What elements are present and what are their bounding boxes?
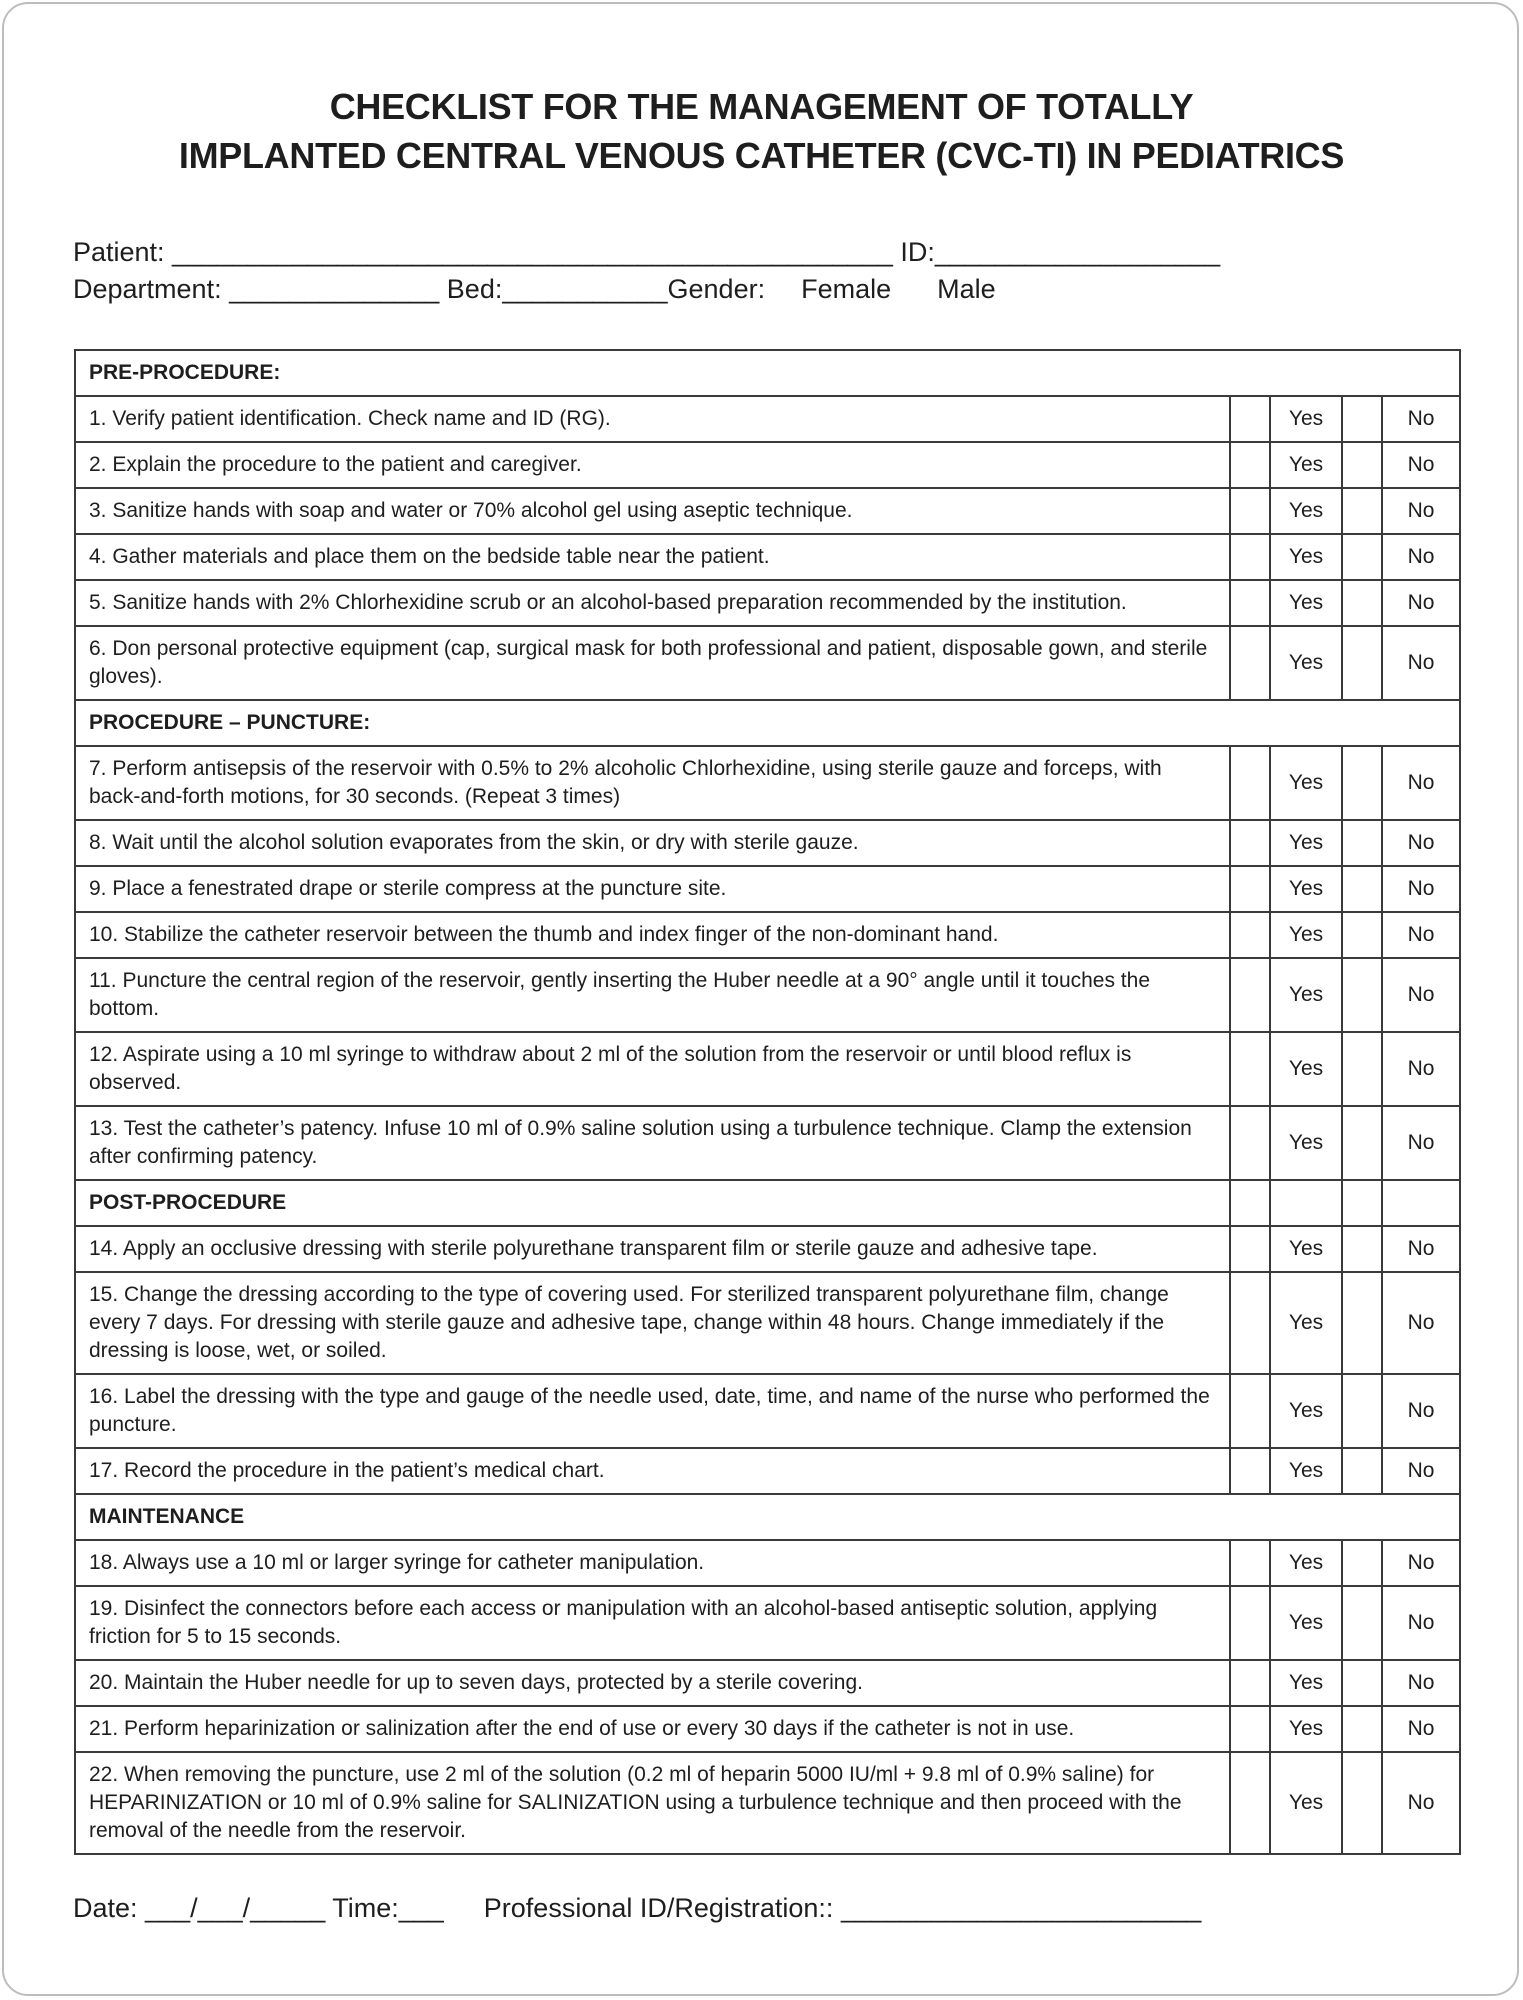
empty-cell (1270, 1180, 1342, 1226)
yes-label: Yes (1270, 1706, 1342, 1752)
checklist-row (75, 1226, 1460, 1272)
yes-label: Yes (1270, 488, 1342, 534)
title-line-2: IMPLANTED CENTRAL VENOUS CATHETER (CVC-TI) IN PEDIATRICS (178, 135, 1345, 176)
no-checkbox[interactable] (1342, 534, 1382, 580)
no-label: No (1382, 1586, 1460, 1660)
title-line-1: CHECKLIST FOR THE MANAGEMENT OF TOTALLY (329, 86, 1194, 127)
no-checkbox[interactable] (1342, 912, 1382, 958)
checklist-row (75, 396, 1460, 442)
no-checkbox[interactable] (1342, 626, 1382, 700)
item-text: 1. Verify patient identification. Check name and ID (RG). (75, 396, 1230, 442)
no-checkbox[interactable] (1342, 396, 1382, 442)
no-label: No (1382, 580, 1460, 626)
empty-cell (1230, 1180, 1270, 1226)
checklist-row (75, 626, 1460, 700)
item-text: 12. Aspirate using a 10 ml syringe to withdraw about 2 ml of the solution from the reservoir or until blood reflux is observed. (75, 1032, 1230, 1106)
item-text: 7. Perform antisepsis of the reservoir with 0.5% to 2% alcoholic Chlorhexidine, using sterile gauze and forceps, with back-and-forth motions, for 30 seconds. (Repeat 3 times) (75, 746, 1230, 820)
checklist-table (74, 349, 1461, 1855)
no-checkbox[interactable] (1342, 1226, 1382, 1272)
item-text: 22. When removing the puncture, use 2 ml of the solution (0.2 ml of heparin 5000 IU/ml + 9.8 ml of 0.9% saline) for HEPARINIZATION or 10 ml of 0.9% saline for SALINIZATION using a turbulence technique and then proceed with the removal of the needle from the reservoir. (75, 1752, 1230, 1854)
no-label: No (1382, 396, 1460, 442)
yes-checkbox[interactable] (1230, 442, 1270, 488)
no-checkbox[interactable] (1342, 488, 1382, 534)
no-checkbox[interactable] (1342, 866, 1382, 912)
no-checkbox[interactable] (1342, 1540, 1382, 1586)
no-checkbox[interactable] (1342, 746, 1382, 820)
checklist-row (75, 1752, 1460, 1854)
section-title: POST-PROCEDURE (75, 1180, 1230, 1226)
yes-checkbox[interactable] (1230, 1660, 1270, 1706)
professional-id-field[interactable]: Professional ID/Registration:: ________________________ (483, 1893, 1202, 1923)
no-checkbox[interactable] (1342, 1752, 1382, 1854)
no-label: No (1382, 442, 1460, 488)
yes-checkbox[interactable] (1230, 1540, 1270, 1586)
department-bed-field[interactable]: Department: ______________ Bed:___________Gender: (73, 274, 766, 304)
yes-checkbox[interactable] (1230, 580, 1270, 626)
gender-male-option[interactable]: Male (937, 274, 996, 304)
yes-checkbox[interactable] (1230, 912, 1270, 958)
no-checkbox[interactable] (1342, 1272, 1382, 1374)
yes-label: Yes (1270, 534, 1342, 580)
checklist-row (75, 1374, 1460, 1448)
no-checkbox[interactable] (1342, 958, 1382, 1032)
no-checkbox[interactable] (1342, 1586, 1382, 1660)
yes-label: Yes (1270, 1226, 1342, 1272)
yes-checkbox[interactable] (1230, 1374, 1270, 1448)
no-label: No (1382, 1706, 1460, 1752)
yes-checkbox[interactable] (1230, 866, 1270, 912)
yes-checkbox[interactable] (1230, 1106, 1270, 1180)
no-checkbox[interactable] (1342, 442, 1382, 488)
item-text: 16. Label the dressing with the type and gauge of the needle used, date, time, and name of the nurse who performed the puncture. (75, 1374, 1230, 1448)
yes-label: Yes (1270, 1540, 1342, 1586)
no-checkbox[interactable] (1342, 580, 1382, 626)
yes-label: Yes (1270, 820, 1342, 866)
yes-checkbox[interactable] (1230, 1586, 1270, 1660)
no-label: No (1382, 488, 1460, 534)
yes-checkbox[interactable] (1230, 1752, 1270, 1854)
yes-checkbox[interactable] (1230, 820, 1270, 866)
section-title: MAINTENANCE (75, 1494, 1460, 1540)
checklist-row (75, 958, 1460, 1032)
item-text: 11. Puncture the central region of the reservoir, gently inserting the Huber needle at a 90° angle until it touches the bottom. (75, 958, 1230, 1032)
yes-checkbox[interactable] (1230, 1032, 1270, 1106)
checklist-row (75, 866, 1460, 912)
checklist-row (75, 1586, 1460, 1660)
date-time-field[interactable]: Date: ___/___/_____ Time:___ (73, 1893, 444, 1923)
section-title: PROCEDURE – PUNCTURE: (75, 700, 1460, 746)
item-text: 4. Gather materials and place them on the bedside table near the patient. (75, 534, 1230, 580)
patient-id-field[interactable]: Patient: ________________________________________________ ID:___________________ (73, 237, 1221, 267)
item-text: 2. Explain the procedure to the patient and caregiver. (75, 442, 1230, 488)
checklist-row (75, 1706, 1460, 1752)
yes-label: Yes (1270, 1448, 1342, 1494)
checklist-row (75, 1032, 1460, 1106)
empty-cell (1342, 1180, 1382, 1226)
no-checkbox[interactable] (1342, 1706, 1382, 1752)
yes-label: Yes (1270, 1752, 1342, 1854)
no-label: No (1382, 1752, 1460, 1854)
footer-line (73, 1893, 1201, 1924)
no-label: No (1382, 820, 1460, 866)
no-label: No (1382, 1032, 1460, 1106)
no-label: No (1382, 1106, 1460, 1180)
checklist-row (75, 488, 1460, 534)
checklist-row (75, 1272, 1460, 1374)
item-text: 17. Record the procedure in the patient’s medical chart. (75, 1448, 1230, 1494)
section-header-row (75, 700, 1460, 746)
yes-label: Yes (1270, 1106, 1342, 1180)
no-label: No (1382, 1226, 1460, 1272)
yes-checkbox[interactable] (1230, 1226, 1270, 1272)
yes-checkbox[interactable] (1230, 534, 1270, 580)
yes-label: Yes (1270, 1660, 1342, 1706)
item-text: 20. Maintain the Huber needle for up to seven days, protected by a sterile covering. (75, 1660, 1230, 1706)
yes-checkbox[interactable] (1230, 396, 1270, 442)
no-label: No (1382, 866, 1460, 912)
empty-cell (1382, 1180, 1460, 1226)
item-text: 6. Don personal protective equipment (cap, surgical mask for both professional and patient, disposable gown, and sterile gloves). (75, 626, 1230, 700)
no-checkbox[interactable] (1342, 1032, 1382, 1106)
item-text: 19. Disinfect the connectors before each access or manipulation with an alcohol-based antiseptic solution, applying friction for 5 to 15 seconds. (75, 1586, 1230, 1660)
item-text: 10. Stabilize the catheter reservoir between the thumb and index finger of the non-dominant hand. (75, 912, 1230, 958)
no-label: No (1382, 958, 1460, 1032)
section-header-row (75, 1180, 1460, 1226)
yes-checkbox[interactable] (1230, 488, 1270, 534)
yes-label: Yes (1270, 912, 1342, 958)
no-label: No (1382, 1448, 1460, 1494)
no-label: No (1382, 1660, 1460, 1706)
checklist-row (75, 912, 1460, 958)
yes-checkbox[interactable] (1230, 746, 1270, 820)
yes-label: Yes (1270, 866, 1342, 912)
yes-label: Yes (1270, 442, 1342, 488)
no-checkbox[interactable] (1342, 1374, 1382, 1448)
section-header-row (75, 350, 1460, 396)
item-text: 18. Always use a 10 ml or larger syringe for catheter manipulation. (75, 1540, 1230, 1586)
checklist-row (75, 820, 1460, 866)
section-title: PRE-PROCEDURE: (75, 350, 1460, 396)
yes-checkbox[interactable] (1230, 958, 1270, 1032)
item-text: 15. Change the dressing according to the type of covering used. For sterilized transparent polyurethane film, change every 7 days. For dressing with sterile gauze and adhesive tape, change within 48 hours. Change immediately if the dressing is loose, wet, or soiled. (75, 1272, 1230, 1374)
section-header-row (75, 1494, 1460, 1540)
gender-female-option[interactable]: Female (801, 274, 892, 304)
yes-checkbox[interactable] (1230, 626, 1270, 700)
no-label: No (1382, 1540, 1460, 1586)
no-checkbox[interactable] (1342, 1106, 1382, 1180)
no-label: No (1382, 1374, 1460, 1448)
yes-label: Yes (1270, 746, 1342, 820)
yes-checkbox[interactable] (1230, 1448, 1270, 1494)
item-text: 8. Wait until the alcohol solution evaporates from the skin, or dry with sterile gauze. (75, 820, 1230, 866)
yes-label: Yes (1270, 1586, 1342, 1660)
item-text: 3. Sanitize hands with soap and water or 70% alcohol gel using aseptic technique. (75, 488, 1230, 534)
yes-label: Yes (1270, 1032, 1342, 1106)
checklist-row (75, 580, 1460, 626)
yes-checkbox[interactable] (1230, 1272, 1270, 1374)
yes-label: Yes (1270, 1374, 1342, 1448)
checklist-row (75, 442, 1460, 488)
no-checkbox[interactable] (1342, 1660, 1382, 1706)
no-label: No (1382, 912, 1460, 958)
checklist-row (75, 1660, 1460, 1706)
item-text: 13. Test the catheter’s patency. Infuse 10 ml of 0.9% saline solution using a turbulence technique. Clamp the extension after confirming patency. (75, 1106, 1230, 1180)
item-text: 14. Apply an occlusive dressing with sterile polyurethane transparent film or sterile gauze and adhesive tape. (75, 1226, 1230, 1272)
no-label: No (1382, 1272, 1460, 1374)
yes-label: Yes (1270, 958, 1342, 1032)
checklist-row (75, 1448, 1460, 1494)
yes-label: Yes (1270, 1272, 1342, 1374)
patient-id-line (73, 237, 1220, 268)
no-checkbox[interactable] (1342, 1448, 1382, 1494)
yes-label: Yes (1270, 580, 1342, 626)
yes-checkbox[interactable] (1230, 1706, 1270, 1752)
no-label: No (1382, 626, 1460, 700)
yes-label: Yes (1270, 626, 1342, 700)
item-text: 21. Perform heparinization or salinization after the end of use or every 30 days if the catheter is not in use. (75, 1706, 1230, 1752)
checklist-row (75, 1106, 1460, 1180)
no-label: No (1382, 534, 1460, 580)
item-text: 5. Sanitize hands with 2% Chlorhexidine scrub or an alcohol-based preparation recommended by the institution. (75, 580, 1230, 626)
checklist-row (75, 1540, 1460, 1586)
form-title (0, 82, 1523, 180)
item-text: 9. Place a fenestrated drape or sterile compress at the puncture site. (75, 866, 1230, 912)
checklist-row (75, 746, 1460, 820)
checklist-row (75, 534, 1460, 580)
no-label: No (1382, 746, 1460, 820)
no-checkbox[interactable] (1342, 820, 1382, 866)
department-line (73, 274, 996, 305)
yes-label: Yes (1270, 396, 1342, 442)
